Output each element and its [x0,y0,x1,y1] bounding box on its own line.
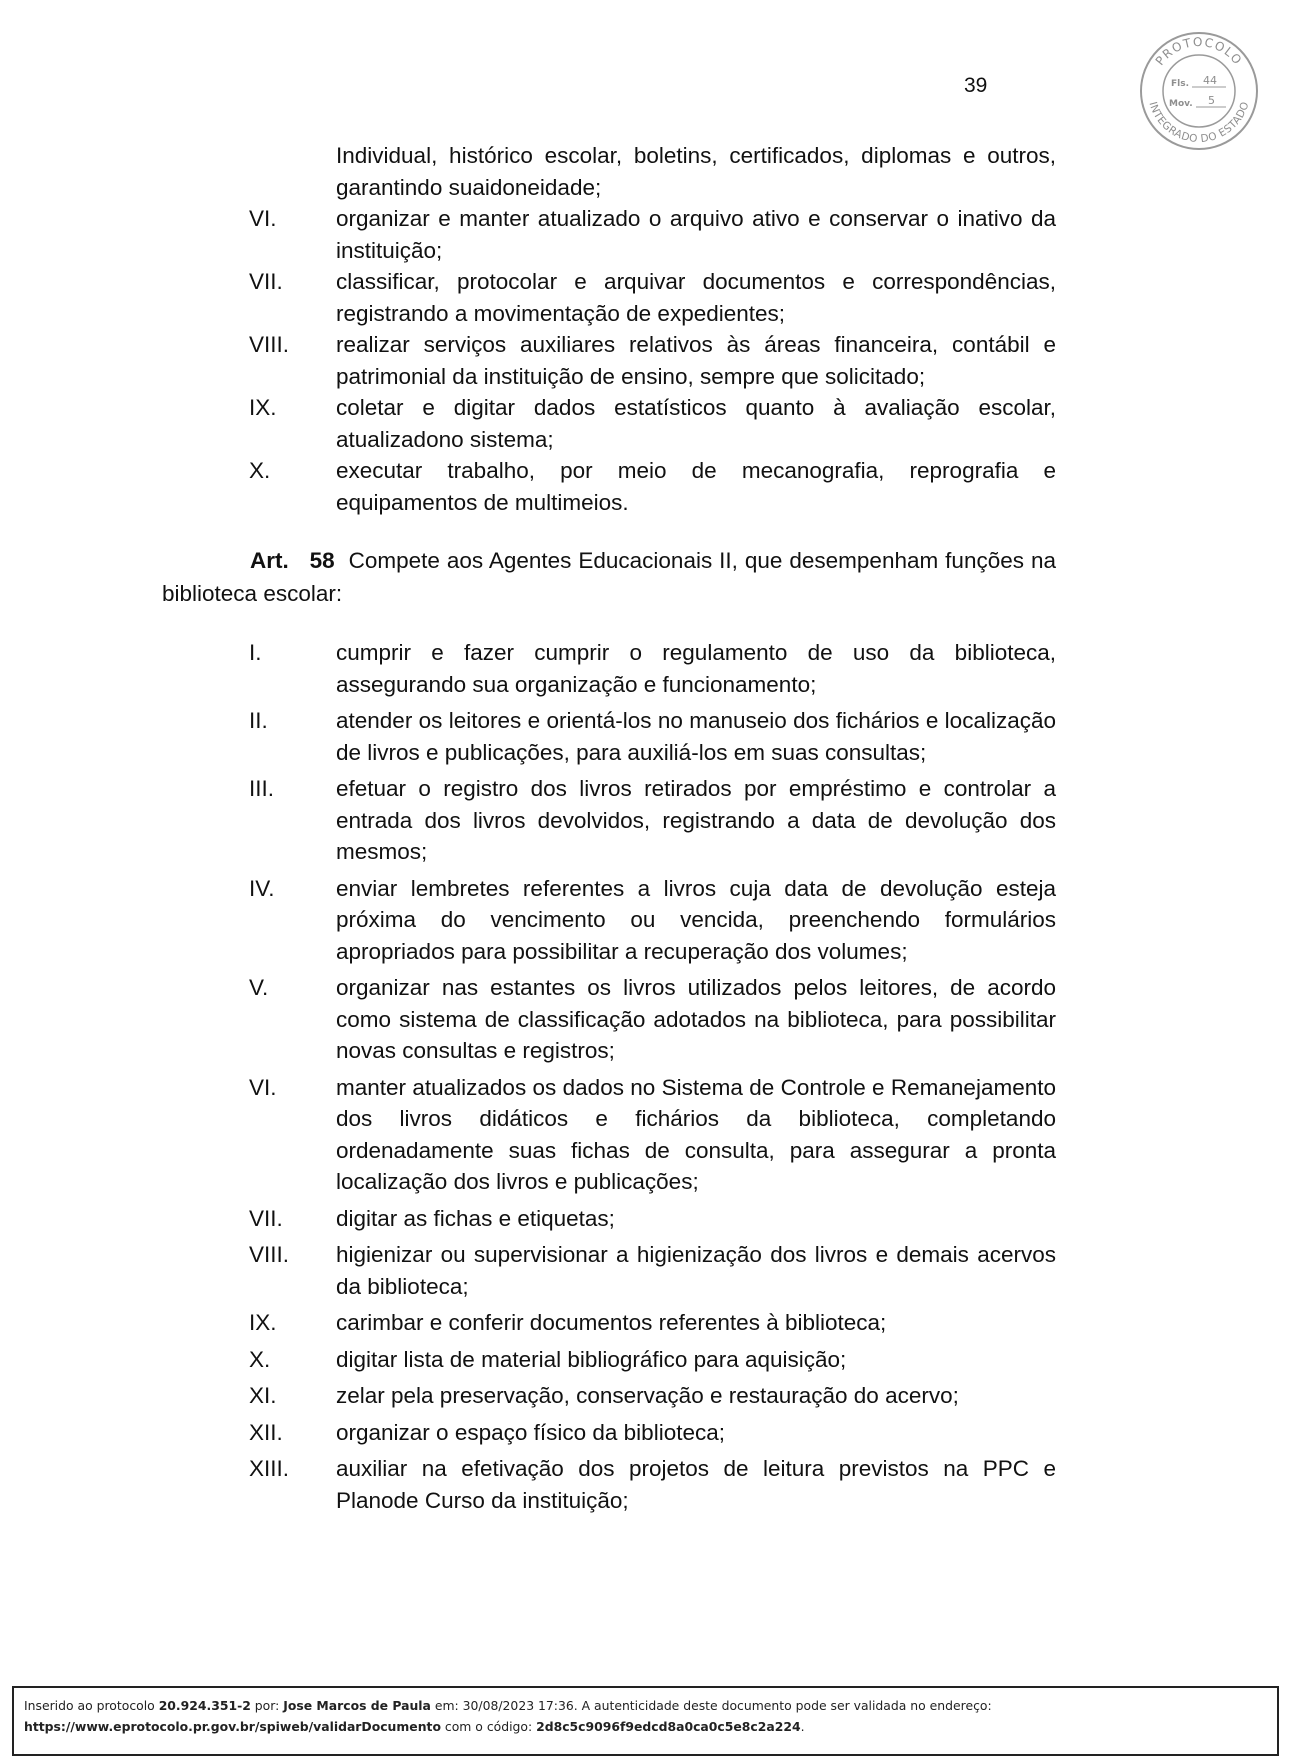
item-number: IX. [249,395,277,420]
list-item [162,1453,1056,1516]
item-text: zelar pela preservação, conservação e restauração do acervo; [336,1383,959,1408]
item-text: manter atualizados os dados no Sistema de Controle e Remanejamento dos livros didáticos e fichários da biblioteca, completando ordenadamente suas fichas de consulta, para assegurar a pronta localização dos livros e publicações; [336,1074,1056,1194]
stamp-bottom-text: INTEGRADO DO ESTADO [1146,100,1252,146]
item-text: realizar serviços auxiliares relativos às áreas financeira, contábil e patrimonial da instituição de ensino, sempre que solicitado; [336,332,1056,389]
continuation-text: Individual, histórico escolar, boletins, certificados, diplomas e outros, garantindo suaidoneidade; [336,143,1056,200]
item-text: auxiliar na efetivação dos projetos de leitura previstos na PPC e Planode Curso da instituição; [336,1456,1056,1513]
stamp-fls-label: Fls. [1171,79,1190,89]
item-number: II. [249,708,268,733]
item-text: executar trabalho, por meio de mecanografia, reprografia e equipamentos de multimeios. [336,458,1056,515]
item-text: digitar lista de material bibliográfico para aquisição; [336,1346,847,1372]
item-number: VI. [249,206,277,231]
list-item [162,637,1056,700]
stamp-mov-label: Mov. [1169,99,1193,109]
item-text: coletar e digitar dados estatísticos quanto à avaliação escolar, atualizadono sistema; [336,395,1056,452]
item-number: X. [249,458,271,483]
footer-author: Jose Marcos de Paula [283,1698,431,1713]
stamp-top-text: PROTOCOLO [1152,34,1246,69]
item-text: cumprir e fazer cumprir o regulamento de uso da biblioteca, assegurando sua organização e funcionamento; [336,640,1056,697]
article-58 [162,544,1056,610]
item-text: higienizar ou supervisionar a higienização dos livros e demais acervos da biblioteca; [336,1242,1056,1299]
list-item [162,329,1056,392]
item-text: organizar nas estantes os livros utilizados pelos leitores, de acordo como sistema de classificação adotados na biblioteca, para possibilitar novas consultas e registros; [336,975,1056,1063]
item-number: XI. [249,1383,277,1408]
item-text: classificar, protocolar e arquivar documentos e correspondências, registrando a movimentação de expedientes; [336,269,1056,326]
footer-text: . [800,1719,805,1734]
list-item [162,1072,1056,1198]
item-text: organizar e manter atualizado o arquivo ativo e conservar o inativo da instituição; [336,206,1056,263]
stamp-mov-value: 5 [1208,94,1215,107]
validation-footer [12,1686,1279,1756]
item-number: VIII. [249,332,290,357]
list-item [162,1417,1056,1449]
footer-validation-link[interactable]: https://www.eprotocolo.pr.gov.br/spiweb/validarDocumento [24,1719,441,1734]
list-item [162,455,1056,518]
list-item [162,1307,1056,1339]
list-item [162,203,1056,266]
footer-text: Inserido ao protocolo [24,1698,159,1713]
page-number: 39 [964,74,988,97]
list-item [162,1344,1056,1376]
item-text: carimbar e conferir documentos referentes à biblioteca; [336,1310,887,1335]
article-text: Compete aos Agentes Educacionais II, que desempenham funções na biblioteca escolar: [162,548,1056,606]
article-number: 58 [309,548,335,573]
list-item [162,873,1056,968]
item-number: VII. [249,1205,283,1231]
list-item [162,1380,1056,1412]
list-item [162,705,1056,768]
document-body [162,140,1056,1516]
list-item [162,266,1056,329]
item-number: X. [249,1346,271,1372]
list-item [162,1203,1056,1235]
stamp-fls-value: 44 [1203,74,1217,87]
item-number: XIII. [249,1456,290,1481]
item-number: III. [249,776,275,801]
item-number: V. [249,975,269,1000]
list-item [162,392,1056,455]
item-text: efetuar o registro dos livros retirados por empréstimo e controlar a entrada dos livros devolvidos, registrando a data de devolução dos mesmos; [336,776,1056,864]
item-number: IV. [249,875,275,901]
item-number: XII. [249,1419,283,1445]
footer-validation-code: 2d8c5c9096f9edcd8a0ca0c5e8c2a224 [536,1719,801,1734]
list1 [162,203,1056,518]
article-label: Art. [250,548,289,573]
item-number: VII. [249,269,283,294]
footer-text: com o código: [440,1719,537,1734]
item-number: VI. [249,1074,277,1100]
item-text: atender os leitores e orientá-los no manuseio dos fichários e localização de livros e publicações, para auxiliá-los em suas consultas; [336,708,1056,765]
item-number: IX. [249,1310,277,1335]
list1-continuation [162,140,1056,203]
list2 [162,637,1056,1516]
footer-text: em: 30/08/2023 17:36. A autenticidade deste documento pode ser validada no endereço: [430,1698,992,1713]
item-text: organizar o espaço físico da biblioteca; [336,1419,725,1445]
item-text: digitar as fichas e etiquetas; [336,1205,615,1231]
item-text: enviar lembretes referentes a livros cuja data de devolução esteja próxima do vencimento ou vencida, preenchendo formulários apropriados para possibilitar a recuperação dos volumes; [336,875,1056,964]
list-item [162,1239,1056,1302]
protocol-stamp [1138,30,1260,152]
list-item [162,972,1056,1067]
item-number: I. [249,640,262,665]
list-item [162,773,1056,868]
footer-text: por: [250,1698,284,1713]
footer-protocol-number: 20.924.351-2 [158,1698,251,1713]
item-number: VIII. [249,1242,290,1267]
